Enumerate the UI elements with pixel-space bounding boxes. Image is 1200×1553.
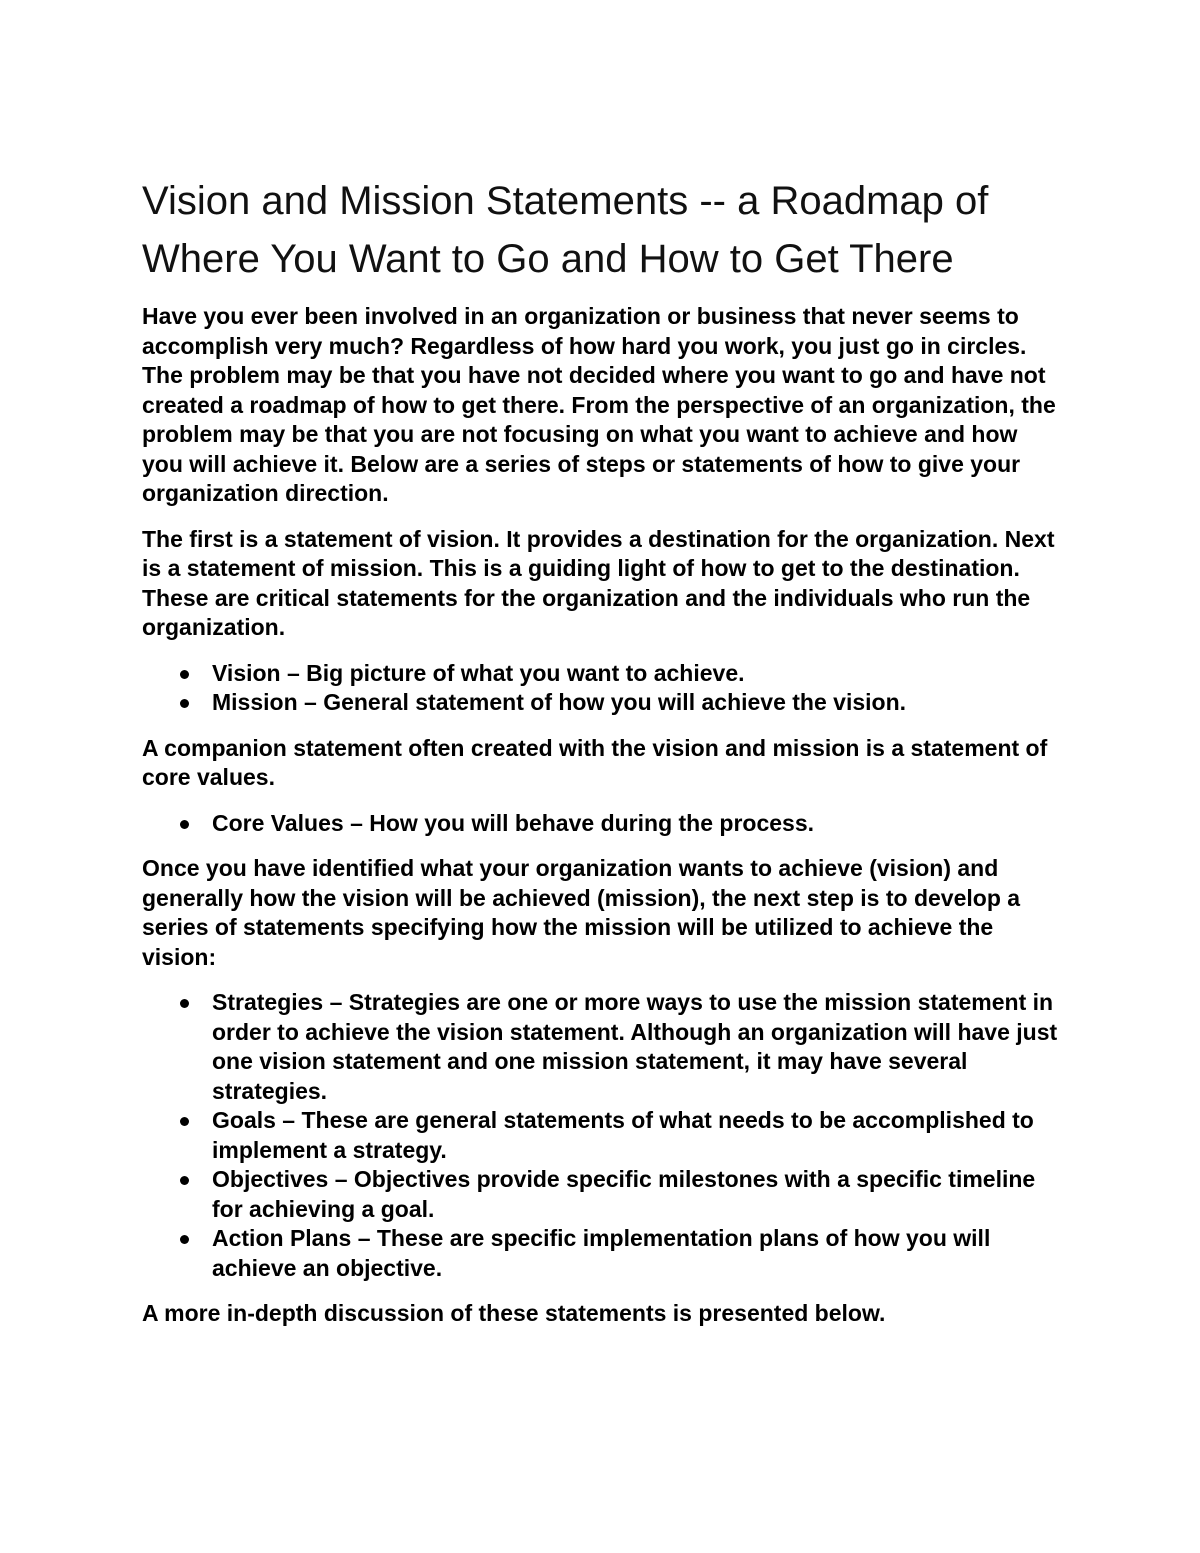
intro-paragraph: Have you ever been involved in an organization or business that never seems to accomplish very much? Regardless of how hard you work, you just go in circles. The problem may be that you have not decided where you want to go and have not created a roadmap of how to get there. From the perspective of an organization, the problem may be that you are not focusing on what you want to achieve and how you will achieve it. Below are a series of steps or statements of how to give your organization direction. [142, 303, 1056, 506]
bullet-icon [180, 820, 189, 829]
bullet-icon [180, 999, 189, 1008]
core-values-list [142, 809, 1062, 839]
list-item: Goals – These are general statements of what needs to be accomplished to implement a strategy. [142, 1106, 1062, 1165]
vision-mission-paragraph: The first is a statement of vision. It provides a destination for the organization. Next is a statement of mission. This is a guiding light of how to get to the destination. These are critical statements for the organization and the individuals who run the organization. [142, 525, 1055, 640]
bullet-icon [180, 1117, 189, 1126]
closing-paragraph: A more in-depth discussion of these statements is presented below. [142, 1300, 886, 1326]
list-item: Action Plans – These are specific implementation plans of how you will achieve an objective. [142, 1224, 1062, 1283]
next-step-paragraph: Once you have identified what your organization wants to achieve (vision) and generally how the vision will be achieved (mission), the next step is to develop a series of statements specifying how the mission will be utilized to achieve the vision: [142, 855, 1021, 970]
document-title: Vision and Mission Statements -- a Roadmap of Where You Want to Go and How to Get There [142, 179, 989, 281]
document-page [142, 172, 1062, 1345]
bullet-icon [180, 1176, 189, 1185]
list-item: Core Values – How you will behave during the process. [142, 809, 1062, 839]
list-item: Objectives – Objectives provide specific milestones with a specific timeline for achieving a goal. [142, 1165, 1062, 1224]
bullet-icon [180, 699, 189, 708]
list-item: Vision – Big picture of what you want to achieve. [142, 659, 1062, 689]
list-item: Strategies – Strategies are one or more ways to use the mission statement in order to achieve the vision statement. Although an organization will have just one vision statement and one mission statement, it may have several strategies. [142, 988, 1062, 1106]
companion-paragraph: A companion statement often created with the vision and mission is a statement of core values. [142, 734, 1048, 790]
bullet-icon [180, 1235, 189, 1244]
list-item: Mission – General statement of how you will achieve the vision. [142, 688, 1062, 718]
planning-list [142, 988, 1062, 1283]
vision-mission-list [142, 659, 1062, 718]
bullet-icon [180, 670, 189, 679]
